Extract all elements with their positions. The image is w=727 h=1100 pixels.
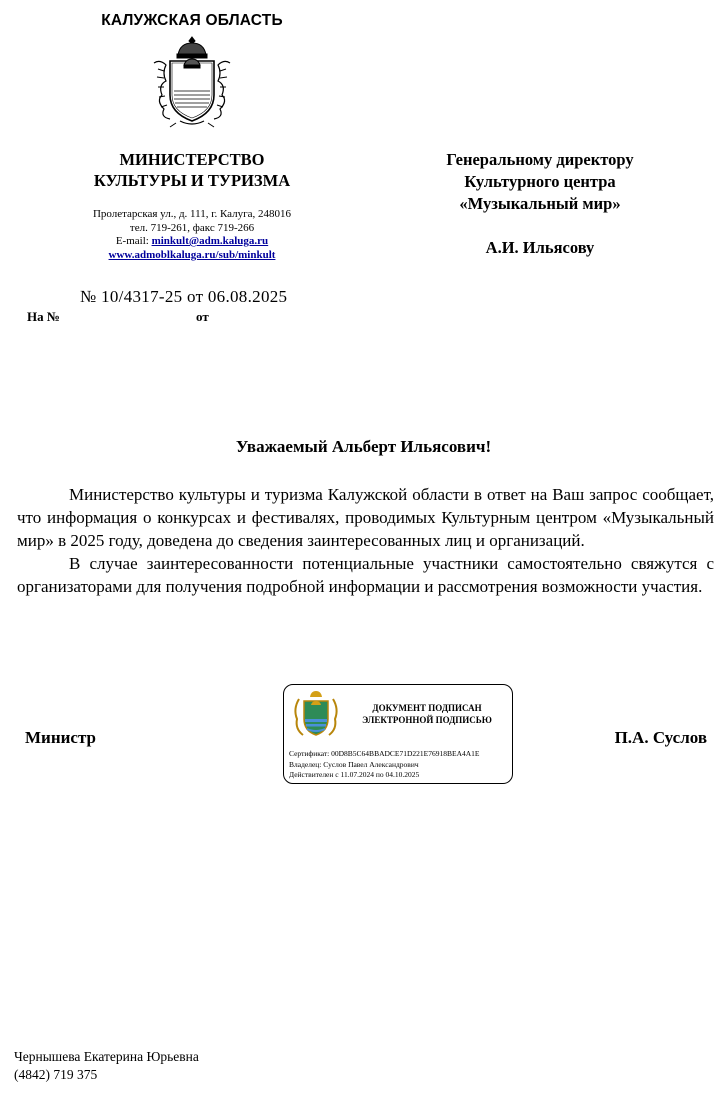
- email-link[interactable]: minkult@adm.kaluga.ru: [151, 235, 269, 247]
- ministry-line-1: МИНИСТЕРСТВО: [119, 150, 265, 169]
- addressee-block: [400, 149, 680, 259]
- signer-name: П.А. Суслов: [614, 728, 707, 747]
- ministry-name: [60, 149, 324, 191]
- letter-paragraph: Министерство культуры и туризма Калужской области в ответ на Ваш запрос сообщает, что информация о конкурсах и фестивалях, проводимых Культурным центром «Музыкальный мир» в 2025 году, доведена до сведения заинтересованных лиц и организаций.: [17, 485, 714, 550]
- coat-of-arms-icon: [291, 689, 341, 739]
- outgoing-registration-number: № 10/4317-25 от 06.08.2025: [80, 287, 288, 306]
- website-line: [52, 249, 332, 263]
- phone-line: тел. 719-261, факс 719-266: [129, 221, 255, 234]
- electronic-signature-stamp: [283, 684, 513, 784]
- region-title: КАЛУЖСКАЯ ОБЛАСТЬ: [101, 12, 283, 29]
- addressee-name: А.И. Ильясову: [485, 238, 595, 257]
- stamp-title-line-1: ДОКУМЕНТ ПОДПИСАН: [372, 703, 482, 713]
- addressee-line-1: Генеральному директору: [446, 150, 634, 169]
- stamp-validity: Действителен с 11.07.2024 по 04.10.2025: [289, 770, 420, 779]
- website-link[interactable]: www.admoblkaluga.ru/sub/minkult: [108, 248, 276, 261]
- coat-of-arms-icon: [150, 33, 234, 129]
- signer-role: Министр: [25, 728, 96, 747]
- ministry-line-2: КУЛЬТУРЫ И ТУРИЗМА: [93, 171, 291, 190]
- stamp-title-line-2: ЭЛЕКТРОННОЙ ПОДПИСЬЮ: [362, 715, 492, 725]
- contact-block: [52, 208, 332, 262]
- email-line: [52, 235, 332, 249]
- executor-block: [14, 1048, 199, 1084]
- letter-body: [17, 483, 714, 598]
- executor-name: Чернышева Екатерина Юрьевна: [14, 1049, 199, 1064]
- addressee-line-2: Культурного центра: [464, 172, 616, 191]
- incoming-number-label: На №: [27, 309, 60, 324]
- stamp-details: [289, 749, 511, 781]
- stamp-title: [342, 702, 512, 726]
- addressee-line-3: «Музыкальный мир»: [459, 194, 621, 213]
- stamp-owner: Владелец: Суслов Павел Александрович: [289, 759, 419, 769]
- executor-phone: (4842) 719 375: [14, 1067, 98, 1082]
- email-label: E-mail:: [115, 235, 152, 247]
- stamp-certificate: Сертификат: 00D8B5C64BBADCE71D221E76918BEA4A1E: [289, 749, 480, 758]
- letter-greeting: Уважаемый Альберт Ильясович!: [235, 437, 492, 456]
- address-line: Пролетарская ул., д. 111, г. Калуга, 248016: [92, 208, 292, 220]
- letter-paragraph: В случае заинтересованности потенциальные участники самостоятельно свяжутся с организаторами для получения подробной информации и рассмотрения возможности участия.: [17, 554, 714, 596]
- incoming-date-label: от: [196, 309, 209, 324]
